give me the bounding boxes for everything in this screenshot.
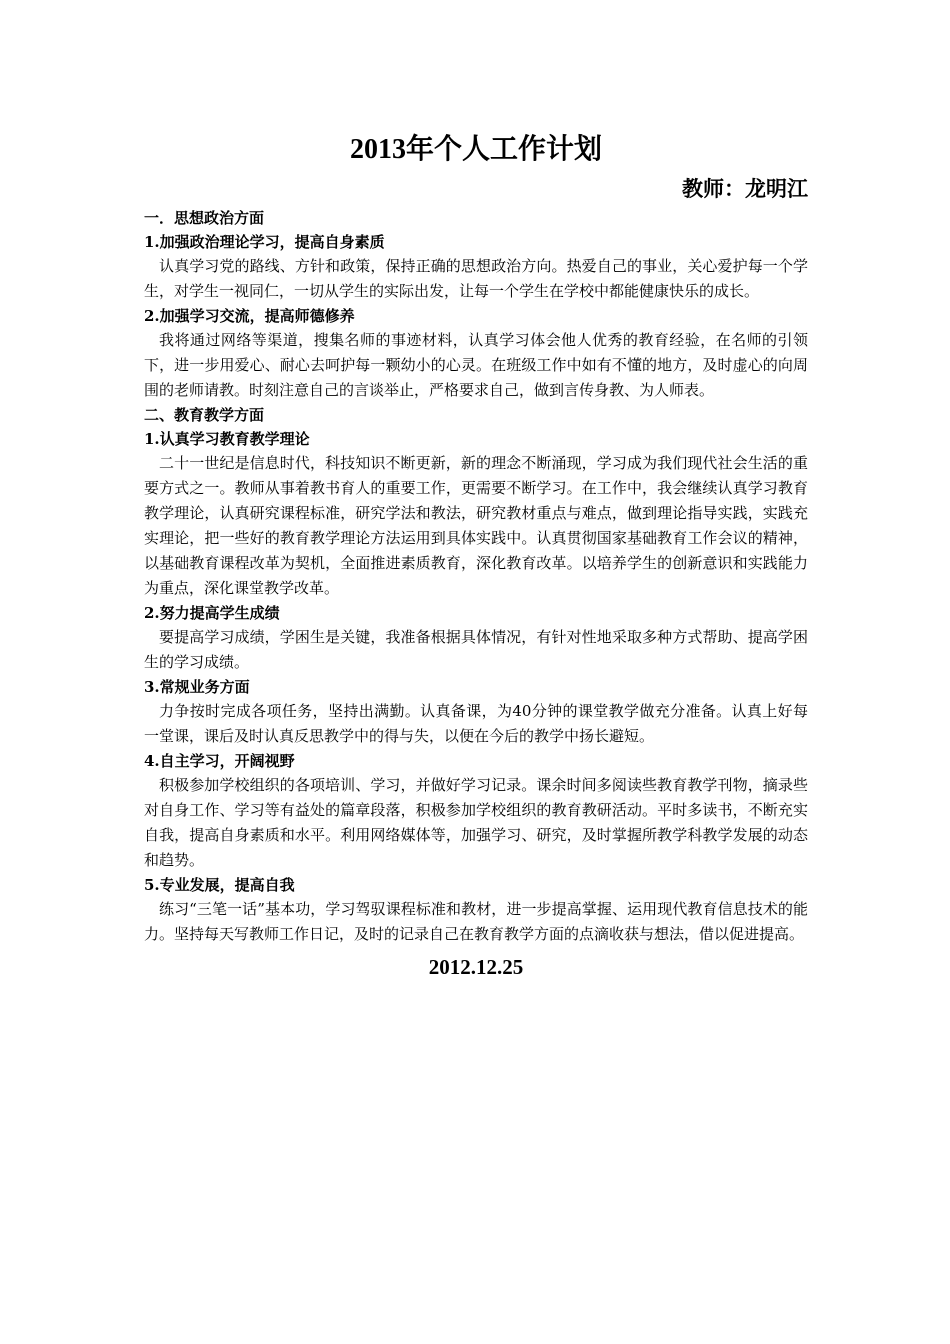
paragraph: 我将通过网络等渠道，搜集名师的事迹材料，认真学习体会他人优秀的教育经验，在名师的引领下，进一步用爱心、耐心去呵护每一颗幼小的心灵。在班级工作中如有不懂的地方，及时虚心的向周围的老师请教。时刻注意自己的言谈举止，严格要求自己，做到言传身教、为人师表。 xyxy=(144,331,808,399)
subsection-heading: 5.专业发展，提高自我 xyxy=(144,876,295,894)
paragraph: 要提高学习成绩，学困生是关键，我准备根据具体情况，有针对性地采取多种方式帮助、提高学困生的学习成绩。 xyxy=(144,628,808,671)
subsection-heading: 1.加强政治理论学习，提高自身素质 xyxy=(144,233,385,251)
paragraph: 练习“三笔一话”基本功，学习驾驭课程标准和教材，进一步提高掌握、运用现代教育信息技术的能力。坚持每天写教师工作日记，及时的记录自己在教育教学方面的点滴收获与想法，借以促进提高。 xyxy=(144,900,808,943)
paragraph: 力争按时完成各项任务，坚持出满勤。认真备课，为40分钟的课堂教学做充分准备。认真上好每一堂课，课后及时认真反思教学中的得与失，以便在今后的教学中扬长避短。 xyxy=(144,702,808,745)
paragraph: 积极参加学校组织的各项培训、学习，并做好学习记录。课余时间多阅读些教育教学刊物，摘录些对自身工作、学习等有益处的篇章段落，积极参加学校组织的教育教研活动。平时多读书，不断充实自我，提高自身素质和水平。利用网络媒体等，加强学习、研究，及时掌握所教学科教学发展的动态和趋势。 xyxy=(144,776,808,869)
document-date: 2012.12.25 xyxy=(428,955,524,979)
subsection-heading: 1.认真学习教育教学理论 xyxy=(144,430,310,448)
document-page xyxy=(144,130,808,983)
subsection-heading: 2.加强学习交流，提高师德修养 xyxy=(144,307,355,325)
section-heading-politics: 一．思想政治方面 xyxy=(144,209,265,227)
document-author: 教师：龙明江 xyxy=(682,176,808,201)
subsection-heading: 2.努力提高学生成绩 xyxy=(144,604,280,622)
subsection-heading: 4.自主学习，开阔视野 xyxy=(144,752,295,770)
subsection-heading: 3.常规业务方面 xyxy=(144,678,250,696)
document-title: 2013年个人工作计划 xyxy=(349,134,602,165)
paragraph: 认真学习党的路线、方针和政策，保持正确的思想政治方向。热爱自己的事业，关心爱护每一个学生，对学生一视同仁，一切从学生的实际出发，让每一个学生在学校中都能健康快乐的成长。 xyxy=(144,257,808,300)
section-heading-teaching: 二、教育教学方面 xyxy=(144,406,265,424)
paragraph: 二十一世纪是信息时代，科技知识不断更新，新的理念不断涌现，学习成为我们现代社会生活的重要方式之一。教师从事着教书育人的重要工作，更需要不断学习。在工作中，我会继续认真学习教育教学理论，认真研究课程标准，研究学法和教法，研究教材重点与难点，做到理论指导实践，实践充实理论，把一些好的教育教学理论方法运用到具体实践中。认真贯彻国家基础教育工作会议的精神，以基础教育课程改革为契机，全面推进素质教育，深化教育改革。以培养学生的创新意识和实践能力为重点，深化课堂教学改革。 xyxy=(144,454,808,597)
